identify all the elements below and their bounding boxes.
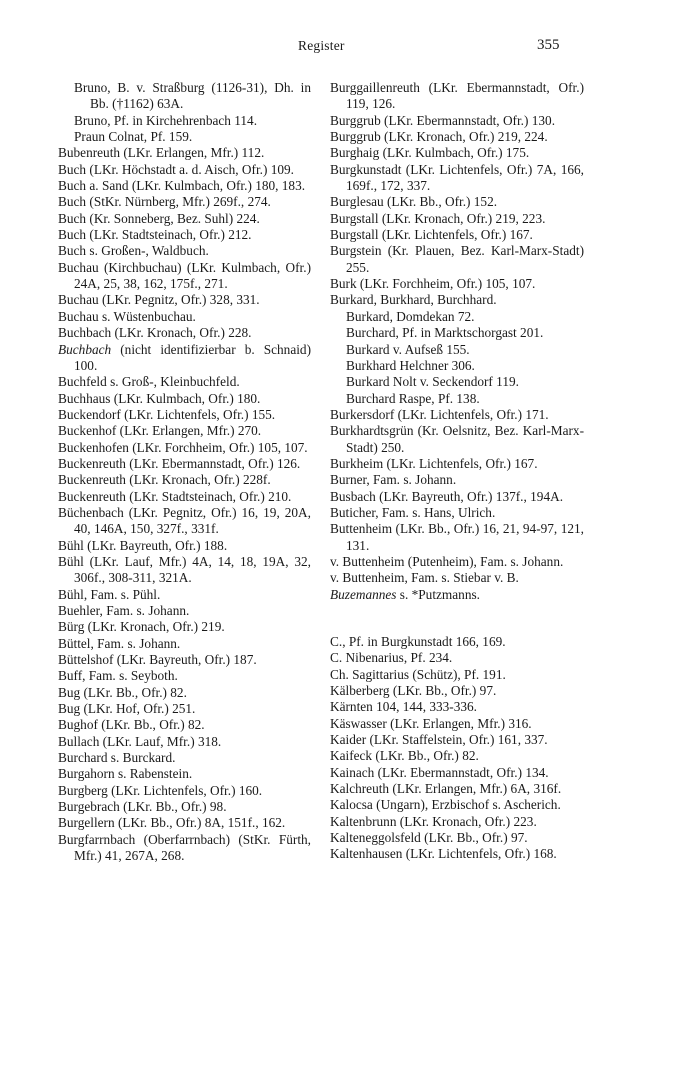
- index-entry: [58, 668, 311, 684]
- index-entry: [330, 765, 584, 781]
- index-subentry: [330, 358, 584, 374]
- entry-text: Burgfarrnbach (Oberfarrnbach) (StKr. Fürth, Mfr.) 41, 267A, 268.: [58, 831, 311, 864]
- entry-text: Käswasser (LKr. Erlangen, Mfr.) 316.: [330, 715, 532, 731]
- index-entry: [58, 178, 311, 194]
- entry-text: Burgstall (LKr. Kronach, Ofr.) 219, 223.: [330, 210, 546, 226]
- index-entry: [330, 587, 584, 603]
- index-entry: [330, 667, 584, 683]
- index-entry: [58, 194, 311, 210]
- index-entry: [58, 799, 311, 815]
- entry-text: Buff, Fam. s. Seyboth.: [58, 668, 178, 684]
- index-entry: [330, 407, 584, 423]
- entry-text: Buckenreuth (LKr. Ebermannstadt, Ofr.) 126.: [58, 455, 301, 471]
- entry-text: Buchfeld s. Groß-, Kleinbuchfeld.: [58, 374, 240, 390]
- entry-text: Bug (LKr. Hof, Ofr.) 251.: [58, 701, 196, 717]
- entry-text: Kaltenbrunn (LKr. Kronach, Ofr.) 223.: [330, 813, 537, 829]
- index-entry: [58, 603, 311, 619]
- entry-text: Burgberg (LKr. Lichtenfels, Ofr.) 160.: [58, 782, 263, 798]
- entry-text: Kaltenhausen (LKr. Lichtenfels, Ofr.) 168.: [330, 846, 557, 862]
- entry-text: Büchenbach (LKr. Pegnitz, Ofr.) 16, 19, 20A, 40, 146A, 150, 327f., 331f.: [58, 504, 311, 537]
- entry-text: Bühl (LKr. Lauf, Mfr.) 4A, 14, 18, 19A, 32, 306f., 308-311, 321A.: [58, 553, 311, 586]
- entry-text: Burkersdorf (LKr. Lichtenfels, Ofr.) 171.: [330, 406, 549, 422]
- entry-text: Kalteneggolsfeld (LKr. Bb., Ofr.) 97.: [330, 830, 528, 846]
- entry-text: Buckenreuth (LKr. Stadtsteinach, Ofr.) 210.: [58, 488, 292, 504]
- entry-text: Kärnten 104, 144, 333-336.: [330, 699, 477, 715]
- index-entry: [58, 652, 311, 668]
- index-entry: [58, 145, 311, 161]
- entry-text: (nicht identifizierbar b. Schnaid) 100.: [74, 341, 311, 373]
- entry-text: Burgebrach (LKr. Bb., Ofr.) 98.: [58, 799, 227, 815]
- index-entry: [58, 538, 311, 554]
- index-entry: [330, 292, 584, 308]
- index-subentry: [58, 80, 311, 113]
- index-entry: [330, 781, 584, 797]
- entry-text: Bühl, Fam. s. Pühl.: [58, 586, 161, 602]
- index-entry: [330, 716, 584, 732]
- page-number: 355: [537, 37, 560, 53]
- index-entry: [330, 683, 584, 699]
- index-subentry: [330, 325, 584, 341]
- entry-text: Buch (LKr. Höchstadt a. d. Aisch, Ofr.) 109.: [58, 161, 294, 177]
- index-entry: [58, 505, 311, 538]
- entry-text: Buehler, Fam. s. Johann.: [58, 603, 190, 618]
- index-entry: [58, 815, 311, 831]
- index-entry: [330, 113, 584, 129]
- entry-text: Bubenreuth (LKr. Erlangen, Mfr.) 112.: [58, 145, 265, 161]
- entry-text: Buchau (LKr. Pegnitz, Ofr.) 328, 331.: [58, 292, 260, 308]
- entry-text: Burkhardtsgrün (Kr. Oelsnitz, Bez. Karl-Marx-Stadt) 250.: [330, 423, 584, 455]
- entry-text: Burgkunstadt (LKr. Lichtenfels, Ofr.) 7A, 166, 169f., 172, 337.: [330, 161, 584, 194]
- index-entry: [330, 423, 584, 456]
- entry-text: Bruno, B. v. Straßburg (1126-31), Dh. in Bb. (†1162) 63A.: [74, 80, 311, 112]
- index-entry: [58, 211, 311, 227]
- entry-text: C. Nibenarius, Pf. 234.: [330, 650, 453, 666]
- index-entry: [330, 650, 584, 666]
- entry-text: Buticher, Fam. s. Hans, Ulrich.: [330, 504, 496, 520]
- entry-text: Buchbach (LKr. Kronach, Ofr.) 228.: [58, 325, 252, 341]
- entry-text: Buchau s. Wüstenbuchau.: [58, 308, 196, 324]
- entry-text: Ch. Sagittarius (Schütz), Pf. 191.: [330, 666, 506, 682]
- index-entry: [330, 830, 584, 846]
- entry-text: Büttel, Fam. s. Johann.: [58, 635, 181, 651]
- index-entry: [330, 699, 584, 715]
- index-entry: [330, 227, 584, 243]
- index-entry: [330, 748, 584, 764]
- running-head-title: Register: [298, 38, 345, 53]
- page-header: [0, 38, 700, 58]
- entry-text: Burkhard Helchner 306.: [346, 357, 475, 373]
- entry-text: Buch (Kr. Sonneberg, Bez. Suhl) 224.: [58, 210, 260, 226]
- left-index-column: [58, 80, 311, 865]
- entry-text: Burkheim (LKr. Lichtenfels, Ofr.) 167.: [330, 455, 538, 471]
- index-entry: [330, 472, 584, 488]
- index-entry: [58, 440, 311, 456]
- index-entry: [58, 227, 311, 243]
- index-entry: [58, 832, 311, 865]
- entry-text: Burggrub (LKr. Kronach, Ofr.) 219, 224.: [330, 129, 548, 145]
- right-index-column: [330, 80, 584, 863]
- index-entry: [330, 211, 584, 227]
- index-entry: [58, 685, 311, 701]
- entry-text: Busbach (LKr. Bayreuth, Ofr.) 137f., 194A.: [330, 488, 564, 504]
- entry-headword: Buchbach: [58, 341, 112, 357]
- index-entry: [58, 243, 311, 259]
- entry-text: Buch s. Großen-, Waldbuch.: [58, 243, 209, 259]
- entry-text: Kaifeck (LKr. Bb., Ofr.) 82.: [330, 748, 479, 764]
- entry-text: Bug (LKr. Bb., Ofr.) 82.: [58, 684, 187, 700]
- entry-text: Kälberberg (LKr. Bb., Ofr.) 97.: [330, 683, 497, 699]
- index-entry: [330, 162, 584, 195]
- entry-text: Burkard v. Aufseß 155.: [346, 341, 470, 357]
- index-entry: [58, 783, 311, 799]
- entry-text: Buch (StKr. Nürnberg, Mfr.) 269f., 274.: [58, 194, 271, 210]
- entry-text: Burgstein (Kr. Plauen, Bez. Karl-Marx-Stadt) 255.: [330, 243, 584, 275]
- index-entry: [58, 325, 311, 341]
- entry-text: s. *Putzmanns.: [396, 586, 480, 602]
- index-entry: [58, 472, 311, 488]
- index-entry: [330, 570, 584, 586]
- entry-text: Burgahorn s. Rabenstein.: [58, 766, 193, 782]
- entry-text: Burggrub (LKr. Ebermannstadt, Ofr.) 130.: [330, 112, 556, 128]
- index-entry: [330, 489, 584, 505]
- entry-text: Burgstall (LKr. Lichtenfels, Ofr.) 167.: [330, 227, 533, 243]
- entry-text: Burglesau (LKr. Bb., Ofr.) 152.: [330, 194, 498, 210]
- index-entry: [58, 407, 311, 423]
- index-entry: [330, 243, 584, 276]
- entry-text: Buchau (Kirchbuchau) (LKr. Kulmbach, Ofr.) 24A, 25, 38, 162, 175f., 271.: [58, 259, 311, 292]
- index-entry: [58, 636, 311, 652]
- index-entry: [58, 701, 311, 717]
- entry-text: Buckendorf (LKr. Lichtenfels, Ofr.) 155.: [58, 406, 276, 422]
- index-entry: [58, 423, 311, 439]
- entry-text: Praun Colnat, Pf. 159.: [74, 129, 193, 145]
- entry-headword: Buzemannes: [330, 586, 397, 602]
- entry-text: Burggaillenreuth (LKr. Ebermannstadt, Ofr.) 119, 126.: [330, 80, 584, 112]
- index-subentry: [58, 129, 311, 145]
- index-entry: [58, 309, 311, 325]
- entry-text: Büttelshof (LKr. Bayreuth, Ofr.) 187.: [58, 652, 257, 668]
- index-entry: [330, 846, 584, 862]
- index-entry: [58, 554, 311, 587]
- entry-text: Buchhaus (LKr. Kulmbach, Ofr.) 180.: [58, 390, 261, 406]
- index-entry: [330, 145, 584, 161]
- index-entry: [58, 766, 311, 782]
- index-entry: [330, 732, 584, 748]
- index-entry: [58, 587, 311, 603]
- index-entry: [58, 374, 311, 390]
- entry-text: Kaider (LKr. Staffelstein, Ofr.) 161, 337.: [330, 732, 548, 748]
- index-subentry: [330, 391, 584, 407]
- index-entry: [58, 456, 311, 472]
- entry-text: Bullach (LKr. Lauf, Mfr.) 318.: [58, 733, 222, 749]
- entry-text: Buttenheim (LKr. Bb., Ofr.) 16, 21, 94-97, 121, 131.: [330, 521, 584, 553]
- entry-text: Kalchreuth (LKr. Erlangen, Mfr.) 6A, 316f.: [330, 781, 562, 797]
- index-entry: [58, 292, 311, 308]
- section-gap: [330, 603, 584, 634]
- entry-text: Burk (LKr. Forchheim, Ofr.) 105, 107.: [330, 276, 536, 292]
- index-entry: [330, 194, 584, 210]
- entry-text: Buckenreuth (LKr. Kronach, Ofr.) 228f.: [58, 472, 271, 488]
- index-subentry: [330, 374, 584, 390]
- index-entry: [58, 734, 311, 750]
- index-entry: [58, 342, 311, 375]
- entry-text: Buckenhof (LKr. Erlangen, Mfr.) 270.: [58, 423, 262, 439]
- index-entry: [330, 634, 584, 650]
- index-subentry: [330, 309, 584, 325]
- index-entry: [58, 391, 311, 407]
- index-subentry: [58, 113, 311, 129]
- entry-text: Bürg (LKr. Kronach, Ofr.) 219.: [58, 619, 225, 635]
- index-entry: [58, 162, 311, 178]
- entry-text: Burchard, Pf. in Marktschorgast 201.: [346, 325, 544, 341]
- index-entry: [58, 717, 311, 733]
- entry-text: Buch a. Sand (LKr. Kulmbach, Ofr.) 180, 183.: [58, 178, 306, 194]
- entry-text: Burner, Fam. s. Johann.: [330, 472, 457, 488]
- index-entry: [58, 260, 311, 293]
- index-entry: [330, 129, 584, 145]
- entry-text: Burkard, Domdekan 72.: [346, 308, 475, 324]
- index-entry: [330, 814, 584, 830]
- index-entry: [330, 505, 584, 521]
- entry-text: Burgellern (LKr. Bb., Ofr.) 8A, 151f., 162.: [58, 815, 286, 831]
- index-entry: [58, 750, 311, 766]
- entry-text: Bühl (LKr. Bayreuth, Ofr.) 188.: [58, 537, 228, 553]
- entry-text: Bruno, Pf. in Kirchehrenbach 114.: [74, 112, 258, 128]
- index-entry: [58, 619, 311, 635]
- entry-text: Bughof (LKr. Bb., Ofr.) 82.: [58, 717, 205, 733]
- entry-text: Burchard s. Burckard.: [58, 750, 176, 766]
- entry-text: v. Buttenheim (Putenheim), Fam. s. Johann.: [330, 553, 564, 569]
- index-entry: [330, 554, 584, 570]
- entry-text: Burkard, Burkhard, Burchhard.: [330, 292, 497, 308]
- index-entry: [330, 521, 584, 554]
- index-entry: [330, 80, 584, 113]
- entry-text: C., Pf. in Burgkunstadt 166, 169.: [330, 634, 506, 649]
- index-subentry: [330, 342, 584, 358]
- entry-text: Burchard Raspe, Pf. 138.: [346, 390, 480, 406]
- entry-text: Buch (LKr. Stadtsteinach, Ofr.) 212.: [58, 227, 252, 243]
- index-entry: [58, 489, 311, 505]
- entry-text: Kalocsa (Ungarn), Erzbischof s. Ascherich.: [330, 797, 561, 813]
- entry-text: Kainach (LKr. Ebermannstadt, Ofr.) 134.: [330, 764, 549, 780]
- entry-text: Buckenhofen (LKr. Forchheim, Ofr.) 105, 107.: [58, 439, 308, 455]
- entry-text: v. Buttenheim, Fam. s. Stiebar v. B.: [330, 570, 519, 586]
- entry-text: Burghaig (LKr. Kulmbach, Ofr.) 175.: [330, 145, 530, 161]
- index-entry: [330, 456, 584, 472]
- index-entry: [330, 797, 584, 813]
- entry-text: Burkard Nolt v. Seckendorf 119.: [346, 374, 519, 390]
- index-entry: [330, 276, 584, 292]
